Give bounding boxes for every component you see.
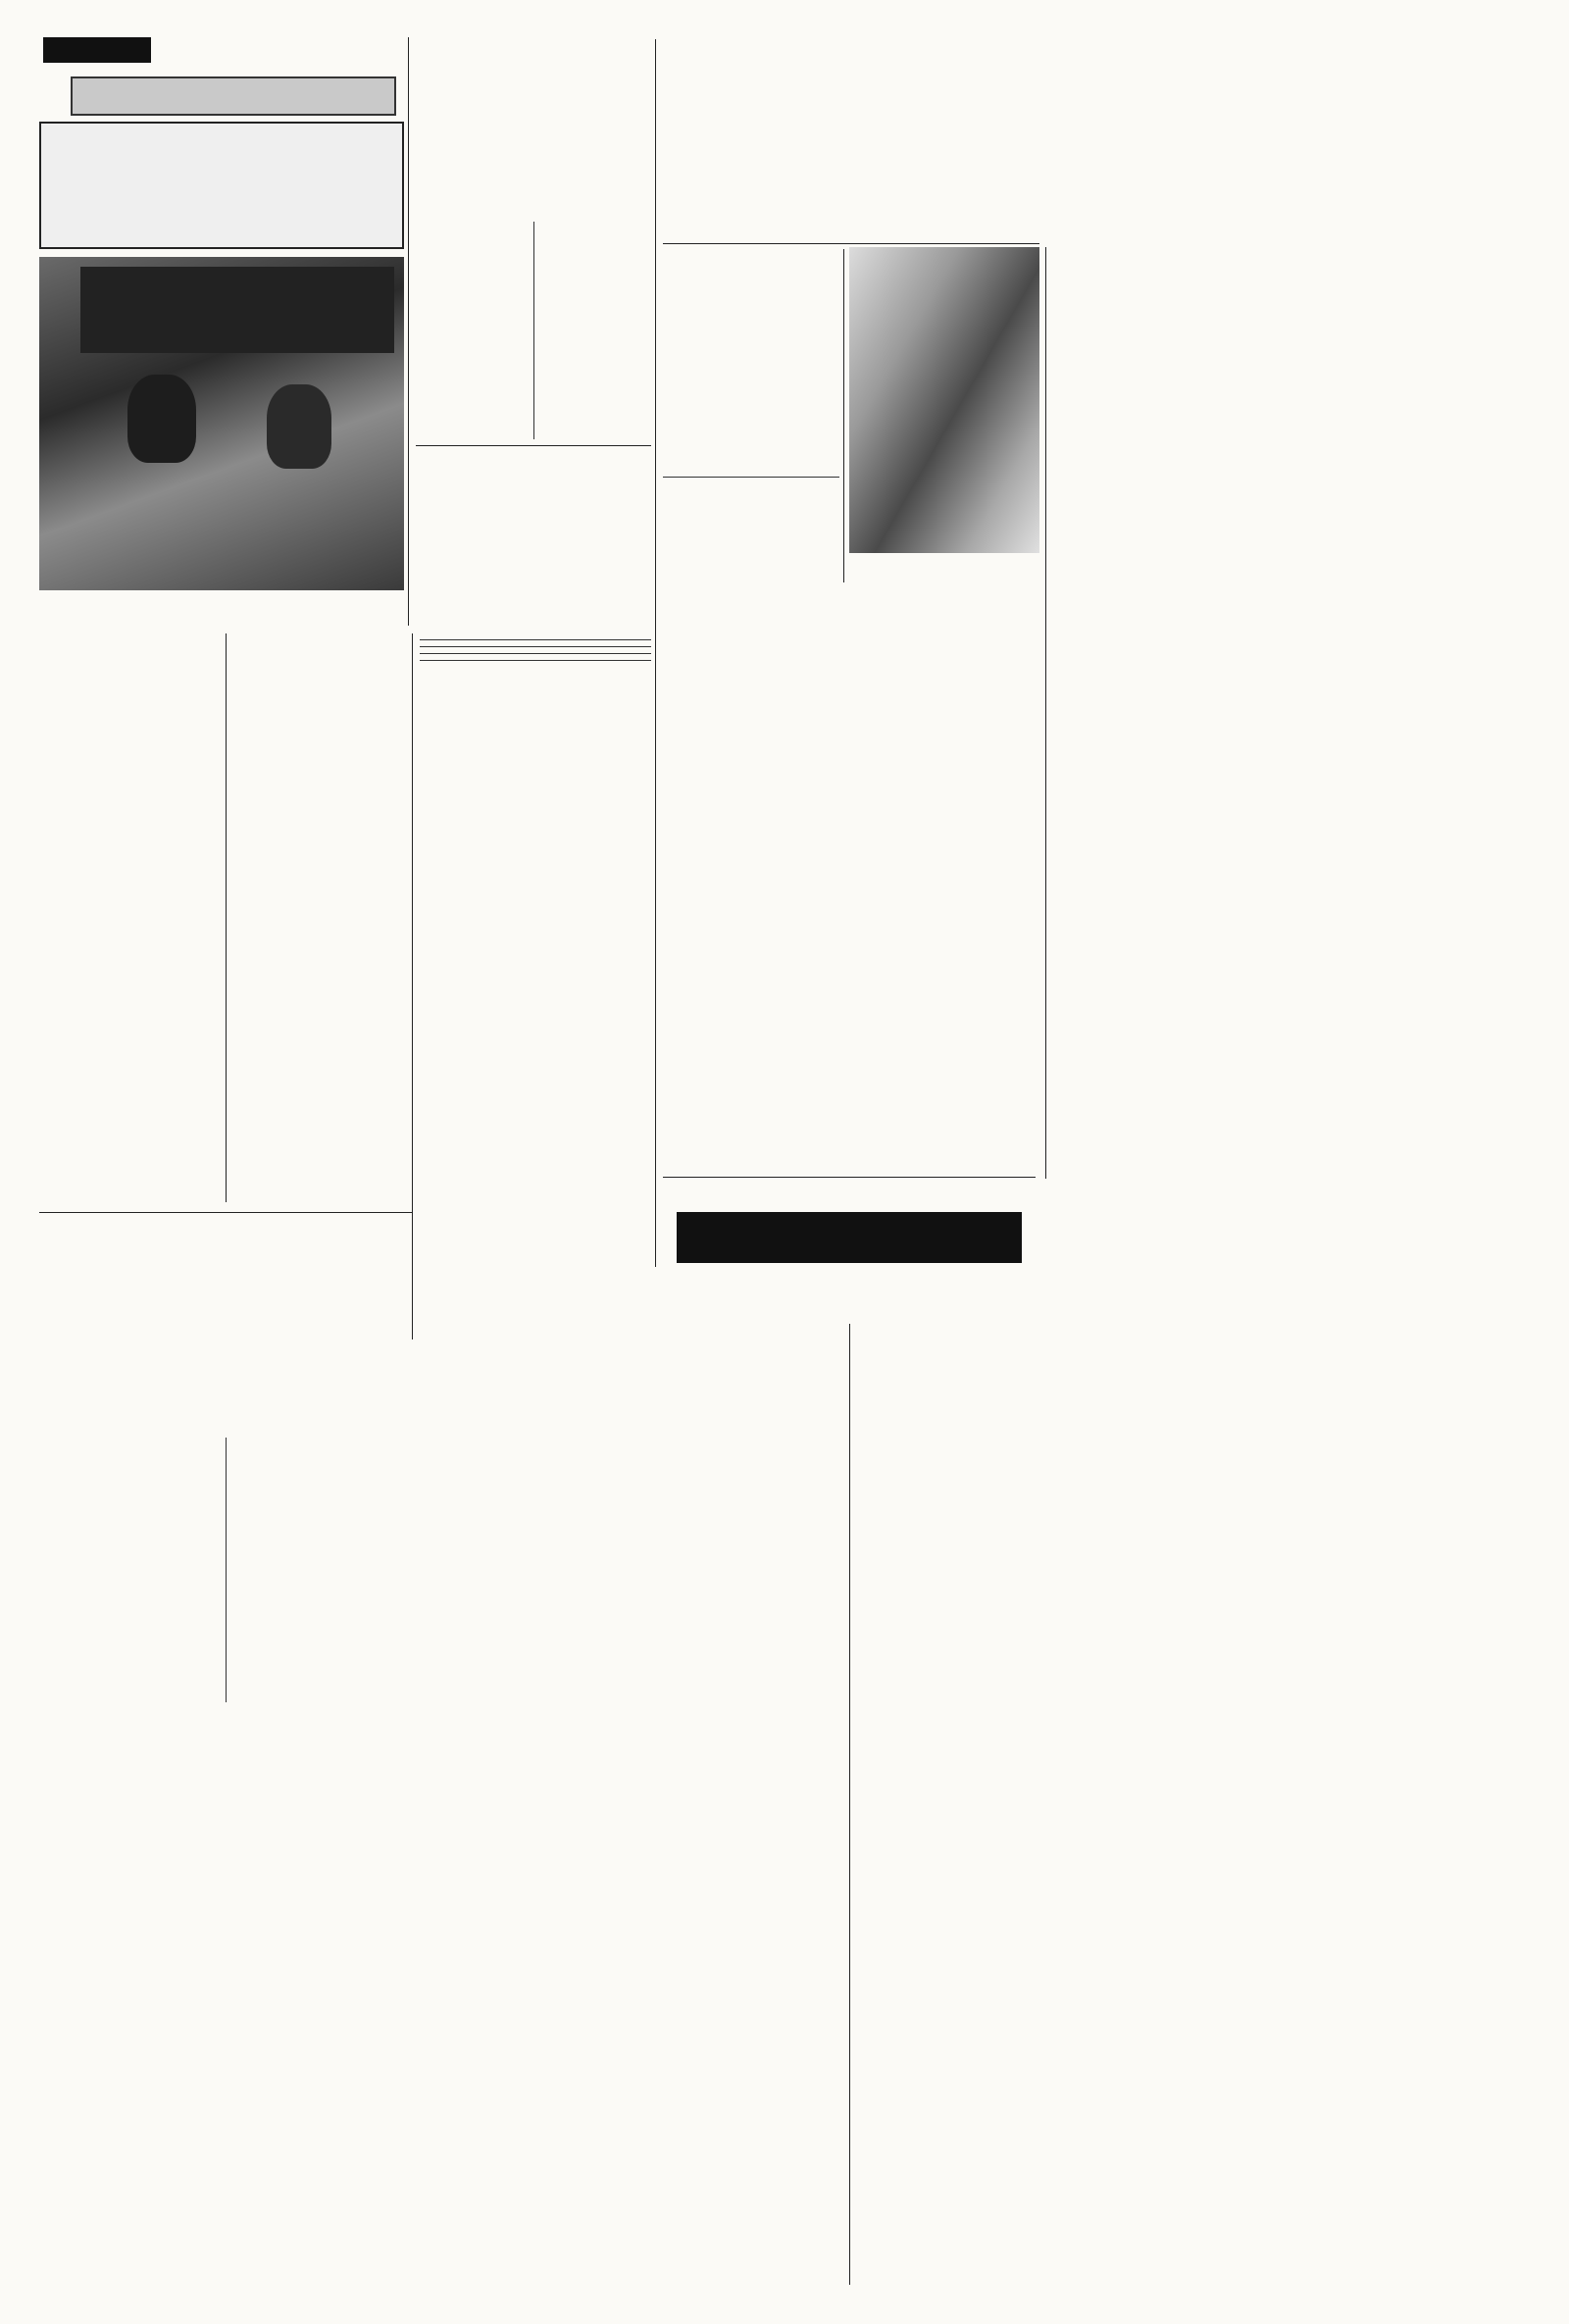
nixon-headline: [39, 122, 404, 249]
section-label: [43, 37, 151, 63]
toy-fair-brief: [663, 806, 839, 1171]
helicopter-col-a: [849, 584, 1039, 1173]
zhou-figure: [267, 384, 331, 469]
nixon-figure: [127, 375, 196, 463]
nixon-photo: [39, 257, 404, 590]
eurovision-body: [39, 1438, 412, 1702]
greek-woman-box: [663, 249, 839, 467]
mao-col-a: [663, 1324, 845, 2285]
nixon-kicker: [71, 76, 396, 116]
middle-briefs: [420, 633, 651, 1339]
australia-brief: [663, 471, 839, 800]
helicopter-photo: [849, 247, 1039, 553]
malta-body: [420, 1343, 651, 1702]
mao-headline: [677, 1212, 1022, 1263]
nixon-col1: [39, 633, 218, 1202]
nixon-col2: [233, 633, 404, 1202]
japanese-body: [416, 222, 651, 439]
mao-col-b: [855, 1324, 1036, 2285]
